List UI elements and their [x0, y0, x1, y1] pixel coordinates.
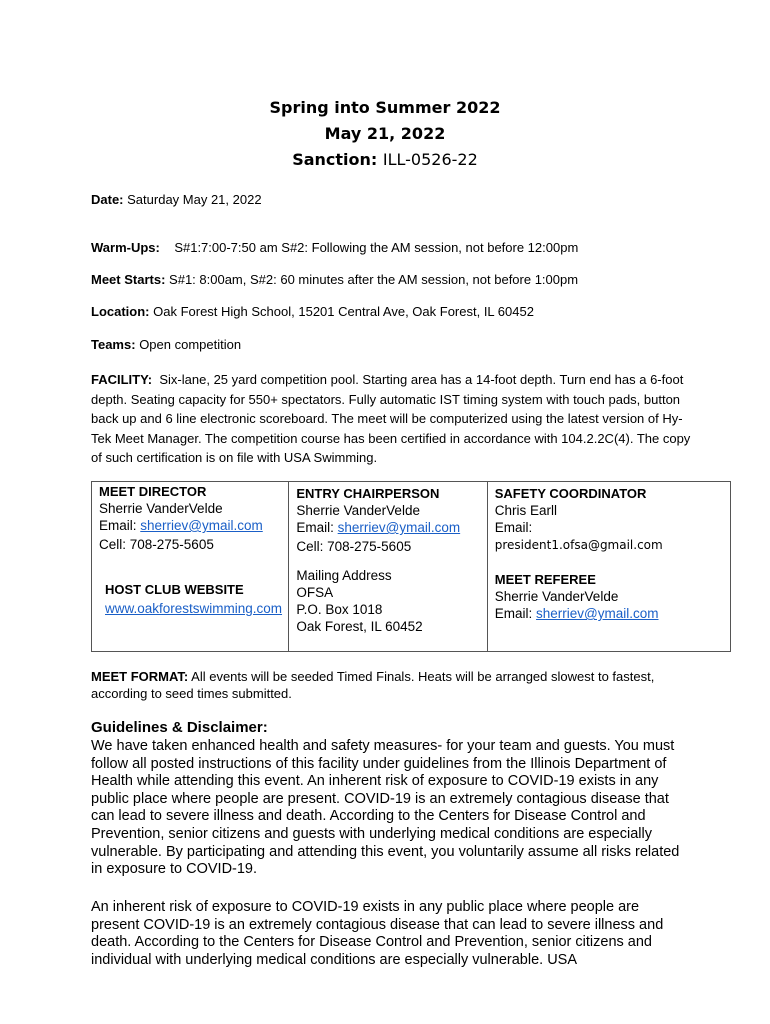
warmups-value: S#1:7:00-7:50 am S#2: Following the AM session, not before 12:00pm — [174, 240, 579, 255]
meet-title: Spring into Summer 2022 — [269, 98, 501, 117]
warmups-label: Warm-Ups: — [91, 240, 160, 255]
meet-director-heading: MEET DIRECTOR — [99, 484, 207, 499]
meet-format-label: MEET FORMAT: — [91, 669, 189, 684]
meet-format-text: All events will be seeded Timed Finals. Heats will be arranged slowest to fastest, according to seed times submitted. — [91, 669, 655, 701]
meet-director-name: Sherrie VanderVelde — [99, 501, 223, 516]
entry-chair-heading: ENTRY CHAIRPERSON — [296, 486, 440, 501]
host-club-url-line — [105, 600, 282, 617]
teams-value: Open competition — [139, 337, 242, 352]
meet-director-email-line — [99, 517, 263, 534]
guidelines-heading: Guidelines & Disclaimer: — [91, 719, 268, 736]
mailing-address-heading: Mailing Address — [296, 568, 392, 583]
safety-heading: SAFETY COORDINATOR — [494, 486, 647, 501]
entry-chair-name: Sherrie VanderVelde — [296, 503, 420, 518]
facility-paragraph — [91, 370, 691, 468]
host-club-heading: HOST CLUB WEBSITE — [105, 582, 244, 597]
date-line — [91, 191, 262, 209]
meet-starts-line — [91, 271, 578, 289]
meet-director-email-label: Email: — [99, 518, 137, 533]
title-block — [0, 95, 770, 173]
meet-referee-name: Sherrie VanderVelde — [494, 589, 619, 604]
meet-date-title: May 21, 2022 — [324, 124, 446, 143]
safety-name: Chris Earll — [494, 503, 558, 518]
guidelines-paragraph-1: We have taken enhanced health and safety measures- for your team and guests. You must follow all posted instructions of this facility under guidelines from the Illinois Department of Health while attending this event. An inherent risk of exposure to COVID-19 exists in any public place where people are present. COVID-19 is an extremely contagious disease that can lead to severe illness and death. According to the Centers for Disease Control and Prevention, senior citizens and guests with underlying medical conditions are especially vulnerable. By participating and attending this event, you voluntarily assume all risks related in exposure to COVID-19. — [91, 738, 680, 878]
teams-line — [91, 336, 241, 354]
meet-referee-email-link[interactable]: sherriev@ymail.com — [536, 606, 659, 621]
meet-director-cell: Cell: 708-275-5605 — [99, 537, 214, 552]
entry-chair-email-line — [296, 519, 460, 536]
sanction-value: ILL-0526-22 — [382, 150, 478, 169]
mailing-po-box: P.O. Box 1018 — [296, 602, 383, 617]
safety-email: president1.ofsa@gmail.com — [494, 538, 663, 552]
location-label: Location: — [91, 304, 150, 319]
warmups-line — [91, 239, 578, 257]
meet-director-email-link[interactable]: sherriev@ymail.com — [140, 518, 263, 533]
mailing-city: Oak Forest, IL 60452 — [296, 619, 423, 634]
teams-label: Teams: — [91, 337, 136, 352]
contacts-col-safety — [487, 482, 730, 652]
meet-referee-email-line — [495, 605, 659, 622]
entry-chair-cell: Cell: 708-275-5605 — [296, 539, 412, 554]
entry-chair-email-label: Email: — [296, 520, 334, 535]
contacts-col-entry — [289, 482, 487, 652]
mailing-org: OFSA — [296, 585, 334, 600]
contacts-col-director — [92, 482, 289, 652]
meet-referee-email-label: Email: — [494, 606, 533, 621]
meet-starts-value: S#1: 8:00am, S#2: 60 minutes after the AM session, not before 1:00pm — [169, 272, 579, 287]
location-line — [91, 303, 534, 321]
entry-chair-email-link[interactable]: sherriev@ymail.com — [337, 520, 461, 535]
meet-format-paragraph — [91, 668, 691, 702]
meet-referee-heading: MEET REFEREE — [494, 572, 596, 587]
date-label: Date: — [91, 192, 124, 207]
guidelines-paragraph-2: An inherent risk of exposure to COVID-19 exists in any public place where people are present COVID-19 is an extremely contagious disease that can lead to severe illness and death. According to the Centers for Disease Control and Prevention, senior citizens and individual with underlying medical conditions are especially vulnerable. USA — [91, 899, 664, 968]
host-club-link[interactable]: www.oakforestswimming.com — [105, 601, 283, 616]
safety-email-label: Email: — [494, 520, 533, 535]
sanction-line — [0, 147, 770, 173]
location-value: Oak Forest High School, 15201 Central Ave, Oak Forest, IL 60452 — [153, 304, 534, 319]
sanction-label: Sanction: — [292, 150, 378, 169]
facility-text: Six-lane, 25 yard competition pool. Starting area has a 14-foot depth. Turn end has a 6-foot depth. Seating capacity for 550+ spectators. Fully automatic IST timing system with touch pads, button back up and 6 line electronic scoreboard. The meet will be computerized using the latest version of Hy-Tek Meet Manager. The competition course has been certified in accordance with 104.2.2C(4). The copy of such certification is on file with USA Swimming. — [91, 372, 691, 465]
date-value: Saturday May 21, 2022 — [127, 192, 262, 207]
facility-label: FACILITY: — [91, 372, 153, 387]
contacts-table — [91, 481, 731, 652]
meet-starts-label: Meet Starts: — [91, 272, 166, 287]
